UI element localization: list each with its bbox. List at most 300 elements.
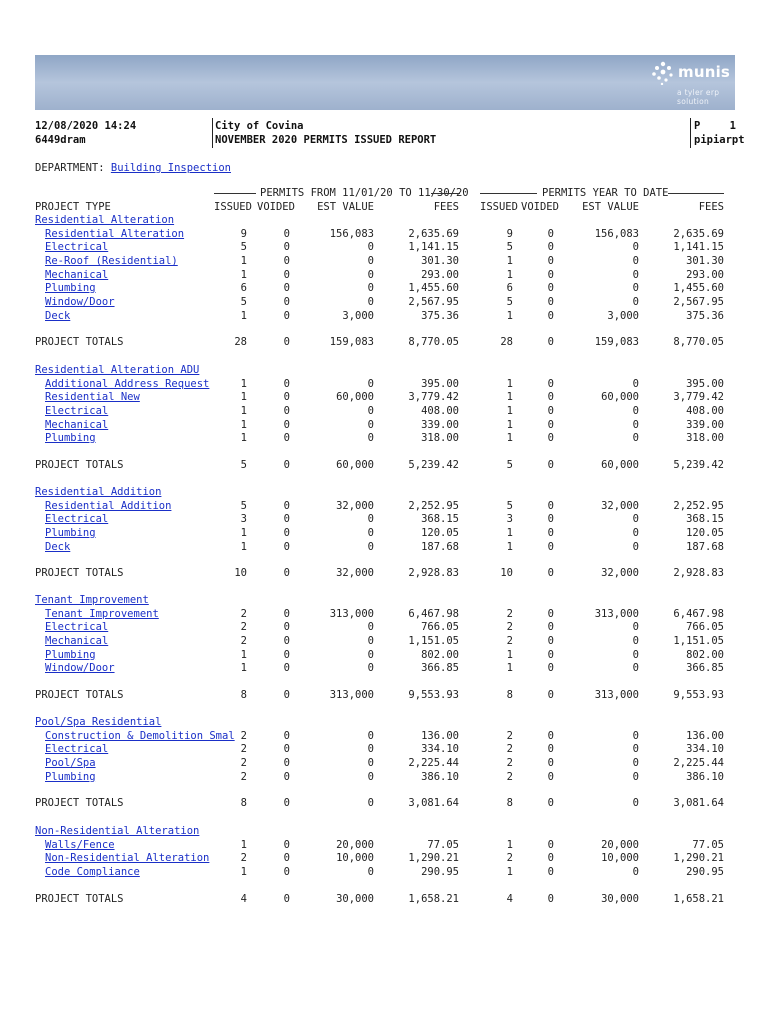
row-value-est-value-ytd: 0 [632,756,639,769]
row-value-voided: 0 [283,268,290,281]
row-value-fees: 368.15 [421,513,459,526]
subtype-link[interactable]: Plumbing [45,648,96,661]
row-value-fees-ytd: 187.68 [686,540,724,553]
row-value-voided-ytd: 0 [547,838,554,851]
row-value-issued: 5 [240,499,247,512]
row-value-issued-ytd: 5 [506,241,513,254]
row-value-issued: 2 [240,852,247,865]
row-value-issued: 2 [240,729,247,742]
subtype-link[interactable]: Electrical [45,743,109,756]
row-value-est-value-ytd: 0 [632,513,639,526]
row-value-voided-ytd: 0 [547,282,554,295]
row-value-fees-ytd: 6,467.98 [673,607,724,620]
row-value-est-value: 60,000 [336,391,374,404]
row-value-est-value: 0 [367,404,374,417]
period-heading: PERMITS FROM 11/01/20 TO 11/30/20 [260,187,469,199]
total-value-issued-ytd: 10 [500,567,513,580]
row-value-fees-ytd: 293.00 [686,268,724,281]
subtype-link[interactable]: Mechanical [45,634,109,647]
row-value-voided: 0 [283,729,290,742]
row-value-fees: 301.30 [421,254,459,267]
row-value-fees-ytd: 366.85 [686,662,724,675]
row-value-issued: 1 [240,309,247,322]
project-group-link[interactable]: Residential Alteration [35,214,175,226]
row-value-fees: 1,141.15 [408,241,459,254]
subtype-link[interactable]: Non-Residential Alteration [45,852,210,865]
row-value-voided: 0 [283,838,290,851]
subtype-link[interactable]: Residential New [45,391,140,404]
row-value-est-value-ytd: 0 [632,404,639,417]
row-value-est-value: 0 [367,621,374,634]
row-value-voided-ytd: 0 [547,865,554,878]
row-value-fees: 366.85 [421,662,459,675]
row-value-issued: 1 [240,648,247,661]
row-value-voided-ytd: 0 [547,377,554,390]
row-value-issued: 1 [240,268,247,281]
row-value-est-value-ytd: 60,000 [601,391,639,404]
row-value-fees: 375.36 [421,309,459,322]
row-value-est-value: 0 [367,268,374,281]
total-value-voided-ytd: 0 [547,336,554,349]
subtype-link[interactable]: Electrical [45,513,109,526]
total-value-est-value: 30,000 [336,892,374,905]
row-value-est-value-ytd: 0 [632,418,639,431]
row-value-fees: 1,455.60 [408,282,459,295]
row-value-issued-ytd: 9 [506,227,513,240]
subtype-link[interactable]: Plumbing [45,282,96,295]
project-totals-label: PROJECT TOTALS [35,797,124,810]
report-banner [35,55,735,110]
ytd-heading: PERMITS YEAR TO DATE [542,187,669,199]
total-value-voided: 0 [283,567,290,580]
row-value-fees-ytd: 1,290.21 [673,852,724,865]
row-value-voided: 0 [283,852,290,865]
row-value-est-value-ytd: 3,000 [607,309,639,322]
row-value-fees: 766.05 [421,621,459,634]
row-value-fees: 334.10 [421,743,459,756]
subtype-link[interactable]: Additional Address Request [45,377,210,390]
report-title: NOVEMBER 2020 PERMITS ISSUED REPORT [215,134,437,146]
period-rule-left [214,193,256,194]
total-value-issued-ytd: 5 [506,458,513,471]
row-value-est-value: 0 [367,526,374,539]
subtype-link[interactable]: Mechanical [45,418,109,431]
row-value-issued-ytd: 1 [506,662,513,675]
row-value-est-value-ytd: 0 [632,268,639,281]
row-value-voided: 0 [283,743,290,756]
row-value-fees-ytd: 1,151.05 [673,634,724,647]
subtype-link[interactable]: Residential Alteration [45,227,185,240]
row-value-est-value: 0 [367,865,374,878]
row-value-est-value: 0 [367,648,374,661]
project-group-link[interactable]: Non-Residential Alteration [35,825,200,837]
total-value-fees-ytd: 9,553.93 [673,688,724,701]
total-value-est-value-ytd: 159,083 [594,336,639,349]
row-value-issued-ytd: 1 [506,377,513,390]
subtype-link[interactable]: Walls/Fence [45,838,115,851]
total-value-issued: 8 [240,797,247,810]
row-value-issued: 3 [240,513,247,526]
row-value-fees: 318.00 [421,432,459,445]
subtype-link[interactable]: Plumbing [45,526,96,539]
total-value-voided: 0 [283,797,290,810]
row-value-voided-ytd: 0 [547,621,554,634]
row-value-fees-ytd: 395.00 [686,377,724,390]
row-value-voided-ytd: 0 [547,499,554,512]
row-value-est-value-ytd: 0 [632,282,639,295]
row-value-est-value-ytd: 0 [632,770,639,783]
row-value-fees: 136.00 [421,729,459,742]
row-value-issued: 9 [240,227,247,240]
row-value-issued: 2 [240,634,247,647]
project-totals-label: PROJECT TOTALS [35,892,124,905]
total-value-est-value: 159,083 [329,336,374,349]
row-value-voided: 0 [283,432,290,445]
row-value-fees: 77.05 [427,838,459,851]
row-value-fees: 2,635.69 [408,227,459,240]
row-value-voided-ytd: 0 [547,729,554,742]
row-value-issued-ytd: 1 [506,540,513,553]
row-value-est-value: 156,083 [329,227,374,240]
subtype-link[interactable]: Residential Addition [45,499,172,512]
subtype-link[interactable]: Window/Door [45,662,115,675]
row-value-fees: 2,567.95 [408,295,459,308]
row-value-voided: 0 [283,770,290,783]
row-value-est-value: 10,000 [336,852,374,865]
row-value-fees-ytd: 375.36 [686,309,724,322]
row-value-issued: 2 [240,770,247,783]
row-value-est-value-ytd: 0 [632,662,639,675]
row-value-est-value: 313,000 [329,607,374,620]
project-group-link[interactable]: Pool/Spa Residential [35,716,162,728]
col-voided: VOIDED [257,201,295,213]
period-rule-right [431,193,460,194]
row-value-issued-ytd: 1 [506,404,513,417]
row-value-fees-ytd: 77.05 [692,838,724,851]
row-value-est-value: 0 [367,418,374,431]
total-value-fees-ytd: 3,081.64 [673,797,724,810]
row-value-voided-ytd: 0 [547,254,554,267]
row-value-est-value: 3,000 [342,309,374,322]
row-value-fees: 187.68 [421,540,459,553]
row-value-voided-ytd: 0 [547,634,554,647]
row-value-fees-ytd: 386.10 [686,770,724,783]
total-value-fees: 5,239.42 [408,458,459,471]
subtype-link[interactable]: Re-Roof (Residential) [45,254,178,267]
row-value-est-value-ytd: 10,000 [601,852,639,865]
row-value-issued-ytd: 2 [506,621,513,634]
row-value-est-value: 0 [367,540,374,553]
row-value-fees-ytd: 408.00 [686,404,724,417]
row-value-voided-ytd: 0 [547,648,554,661]
row-value-issued: 2 [240,743,247,756]
total-value-fees: 9,553.93 [408,688,459,701]
ytd-rule-right [668,193,724,194]
total-value-fees: 3,081.64 [408,797,459,810]
header-divider [212,118,213,148]
col-fees-ytd: FEES [698,201,724,213]
total-value-issued-ytd: 28 [500,336,513,349]
row-value-fees: 2,252.95 [408,499,459,512]
row-value-issued: 1 [240,391,247,404]
row-value-voided-ytd: 0 [547,770,554,783]
row-value-voided: 0 [283,295,290,308]
subtype-link[interactable]: Electrical [45,621,109,634]
project-totals-label: PROJECT TOTALS [35,336,124,349]
project-totals-label: PROJECT TOTALS [35,567,124,580]
subtype-link[interactable]: Mechanical [45,268,109,281]
total-value-est-value-ytd: 30,000 [601,892,639,905]
row-value-est-value-ytd: 0 [632,865,639,878]
row-value-fees: 2,225.44 [408,756,459,769]
row-value-est-value-ytd: 0 [632,377,639,390]
col-issued: ISSUED [214,201,252,213]
report-user: 6449dram [35,134,86,146]
row-value-issued: 1 [240,526,247,539]
row-value-issued: 5 [240,295,247,308]
total-value-voided-ytd: 0 [547,458,554,471]
header-divider [690,118,691,148]
row-value-fees-ytd: 2,567.95 [673,295,724,308]
subtype-link[interactable]: Electrical [45,404,109,417]
row-value-voided: 0 [283,526,290,539]
total-value-issued: 5 [240,458,247,471]
row-value-est-value-ytd: 0 [632,526,639,539]
total-value-fees: 2,928.83 [408,567,459,580]
row-value-voided-ytd: 0 [547,432,554,445]
row-value-voided-ytd: 0 [547,743,554,756]
row-value-est-value: 0 [367,282,374,295]
row-value-voided-ytd: 0 [547,295,554,308]
total-value-issued: 28 [234,336,247,349]
row-value-est-value-ytd: 0 [632,295,639,308]
row-value-est-value: 0 [367,770,374,783]
col-issued-ytd: ISSUED [480,201,518,213]
row-value-voided: 0 [283,756,290,769]
row-value-fees: 6,467.98 [408,607,459,620]
row-value-fees-ytd: 2,225.44 [673,756,724,769]
row-value-est-value: 0 [367,513,374,526]
subtype-link[interactable]: Tenant Improvement [45,607,159,620]
row-value-issued: 2 [240,607,247,620]
row-value-voided: 0 [283,377,290,390]
row-value-fees: 408.00 [421,404,459,417]
total-value-est-value: 0 [367,797,374,810]
row-value-est-value: 0 [367,743,374,756]
row-value-voided-ytd: 0 [547,540,554,553]
total-value-voided-ytd: 0 [547,688,554,701]
row-value-fees-ytd: 136.00 [686,729,724,742]
subtype-link[interactable]: Construction & Demolition Smal [45,729,235,742]
row-value-issued-ytd: 1 [506,391,513,404]
total-value-voided-ytd: 0 [547,567,554,580]
row-value-est-value: 0 [367,241,374,254]
row-value-est-value-ytd: 0 [632,540,639,553]
munis-dots-icon [651,61,675,85]
subtype-link[interactable]: Deck [45,540,71,553]
project-group-link[interactable]: Residential Alteration ADU [35,364,200,376]
row-value-est-value-ytd: 313,000 [594,607,639,620]
row-value-est-value-ytd: 0 [632,241,639,254]
row-value-issued: 2 [240,621,247,634]
row-value-issued-ytd: 1 [506,838,513,851]
total-value-issued-ytd: 8 [506,797,513,810]
row-value-est-value-ytd: 32,000 [601,499,639,512]
row-value-est-value: 0 [367,756,374,769]
row-value-voided: 0 [283,418,290,431]
total-value-issued: 4 [240,892,247,905]
row-value-issued-ytd: 1 [506,526,513,539]
row-value-fees: 293.00 [421,268,459,281]
row-value-voided: 0 [283,634,290,647]
row-value-fees: 1,290.21 [408,852,459,865]
col-est-value-ytd: EST VALUE [582,201,639,213]
row-value-voided: 0 [283,662,290,675]
row-value-est-value-ytd: 0 [632,634,639,647]
total-value-issued: 8 [240,688,247,701]
total-value-voided-ytd: 0 [547,797,554,810]
project-totals-label: PROJECT TOTALS [35,458,124,471]
logo-wordmark: munis [678,63,731,81]
row-value-est-value: 0 [367,729,374,742]
row-value-voided-ytd: 0 [547,391,554,404]
department-link[interactable]: Building Inspection [110,162,231,174]
row-value-issued-ytd: 1 [506,309,513,322]
row-value-fees-ytd: 2,252.95 [673,499,724,512]
row-value-voided: 0 [283,513,290,526]
row-value-issued-ytd: 1 [506,268,513,281]
row-value-voided: 0 [283,391,290,404]
row-value-issued: 1 [240,377,247,390]
total-value-issued: 10 [234,567,247,580]
logo-tagline: a tyler erp solution [677,88,720,106]
row-value-fees-ytd: 1,141.15 [673,241,724,254]
total-value-issued-ytd: 4 [506,892,513,905]
row-value-fees: 386.10 [421,770,459,783]
munis-logo [651,61,731,105]
row-value-est-value-ytd: 0 [632,743,639,756]
row-value-fees-ytd: 368.15 [686,513,724,526]
row-value-issued-ytd: 2 [506,756,513,769]
row-value-issued: 1 [240,432,247,445]
row-value-issued-ytd: 1 [506,648,513,661]
row-value-fees-ytd: 766.05 [686,621,724,634]
row-value-fees: 802.00 [421,648,459,661]
row-value-issued-ytd: 2 [506,729,513,742]
row-value-issued-ytd: 1 [506,432,513,445]
page-label: P [694,120,701,132]
row-value-voided: 0 [283,227,290,240]
row-value-fees-ytd: 802.00 [686,648,724,661]
subtype-link[interactable]: Plumbing [45,432,96,445]
row-value-fees: 120.05 [421,526,459,539]
subtype-link[interactable]: Window/Door [45,295,115,308]
row-value-voided: 0 [283,865,290,878]
subtype-link[interactable]: Code Compliance [45,865,140,878]
row-value-fees: 339.00 [421,418,459,431]
row-value-fees-ytd: 334.10 [686,743,724,756]
row-value-voided: 0 [283,404,290,417]
row-value-issued: 5 [240,241,247,254]
total-value-est-value-ytd: 313,000 [594,688,639,701]
total-value-est-value-ytd: 60,000 [601,458,639,471]
row-value-issued-ytd: 2 [506,852,513,865]
row-value-issued-ytd: 5 [506,295,513,308]
row-value-est-value-ytd: 0 [632,621,639,634]
program-id: pipiarpt [694,134,745,146]
total-value-fees: 8,770.05 [408,336,459,349]
col-project-type: PROJECT TYPE [35,201,111,213]
project-group-link[interactable]: Residential Addition [35,486,162,498]
row-value-issued: 2 [240,756,247,769]
row-value-issued-ytd: 2 [506,770,513,783]
row-value-fees: 290.95 [421,865,459,878]
row-value-issued-ytd: 1 [506,254,513,267]
subtype-link[interactable]: Plumbing [45,770,96,783]
row-value-issued: 1 [240,838,247,851]
subtype-link[interactable]: Deck [45,309,71,322]
row-value-est-value-ytd: 20,000 [601,838,639,851]
row-value-fees-ytd: 1,455.60 [673,282,724,295]
row-value-est-value: 0 [367,377,374,390]
row-value-voided-ytd: 0 [547,404,554,417]
total-value-fees-ytd: 1,658.21 [673,892,724,905]
row-value-issued-ytd: 5 [506,499,513,512]
col-est-value: EST VALUE [317,201,374,213]
subtype-link[interactable]: Pool/Spa [45,756,96,769]
report-datetime: 12/08/2020 14:24 [35,120,137,132]
row-value-voided-ytd: 0 [547,309,554,322]
total-value-fees: 1,658.21 [408,892,459,905]
row-value-voided-ytd: 0 [547,227,554,240]
row-value-voided: 0 [283,607,290,620]
row-value-voided-ytd: 0 [547,756,554,769]
row-value-issued-ytd: 6 [506,282,513,295]
row-value-est-value: 0 [367,432,374,445]
subtype-link[interactable]: Electrical [45,241,109,254]
row-value-issued: 1 [240,404,247,417]
row-value-issued-ytd: 2 [506,634,513,647]
row-value-issued-ytd: 2 [506,607,513,620]
city-name: City of Covina [215,120,304,132]
row-value-voided: 0 [283,540,290,553]
row-value-issued: 1 [240,254,247,267]
row-value-voided: 0 [283,621,290,634]
row-value-est-value-ytd: 0 [632,648,639,661]
total-value-voided: 0 [283,336,290,349]
row-value-est-value: 0 [367,254,374,267]
row-value-issued: 6 [240,282,247,295]
row-value-fees-ytd: 3,779.42 [673,391,724,404]
row-value-est-value: 20,000 [336,838,374,851]
total-value-est-value-ytd: 0 [632,797,639,810]
row-value-issued-ytd: 1 [506,418,513,431]
row-value-voided-ytd: 0 [547,852,554,865]
row-value-fees-ytd: 339.00 [686,418,724,431]
row-value-voided-ytd: 0 [547,418,554,431]
project-group-link[interactable]: Tenant Improvement [35,594,149,606]
row-value-voided-ytd: 0 [547,513,554,526]
project-totals-label: PROJECT TOTALS [35,688,124,701]
row-value-voided-ytd: 0 [547,268,554,281]
row-value-est-value-ytd: 0 [632,729,639,742]
row-value-voided-ytd: 0 [547,662,554,675]
row-value-voided: 0 [283,241,290,254]
row-value-issued: 1 [240,540,247,553]
total-value-voided-ytd: 0 [547,892,554,905]
row-value-voided: 0 [283,309,290,322]
row-value-est-value-ytd: 156,083 [594,227,639,240]
